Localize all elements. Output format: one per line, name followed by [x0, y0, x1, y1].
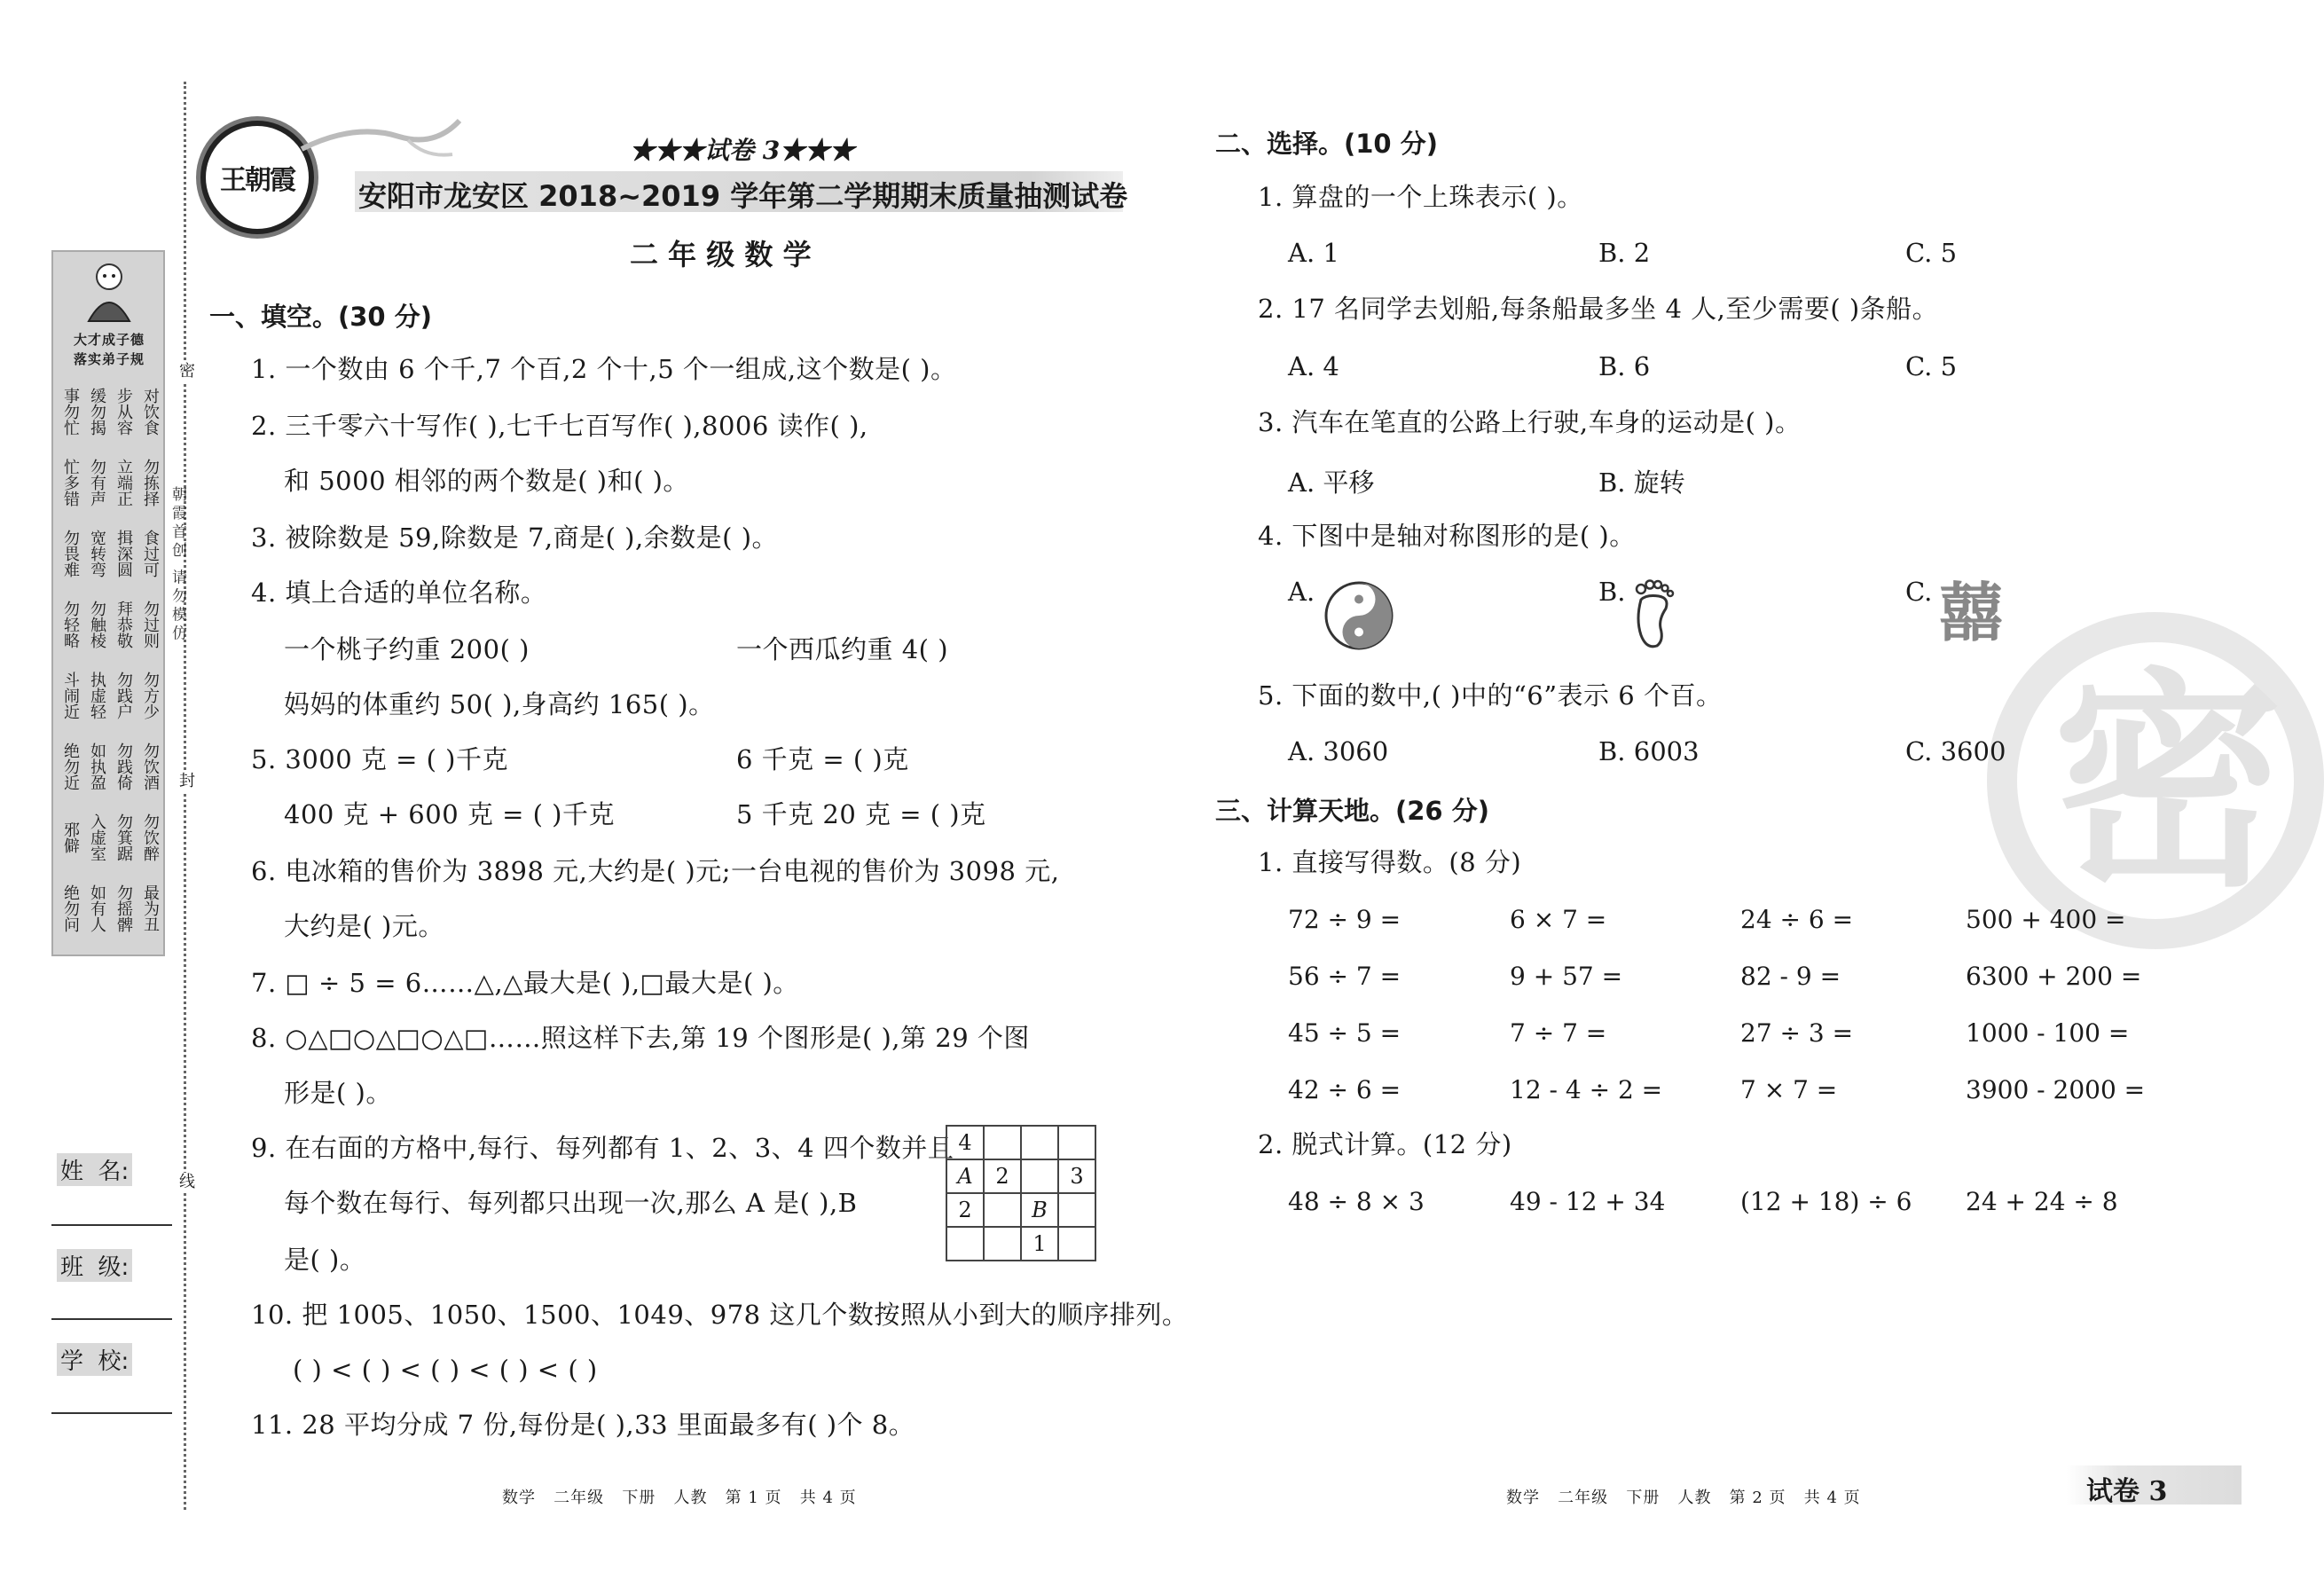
motto-column: 勿触棱 — [88, 601, 106, 648]
subject-title: 二 年 级 数 学 — [630, 238, 812, 271]
student-info-fields — [51, 1153, 176, 1419]
motto-column: 拜恭敬 — [114, 601, 133, 648]
part2-q3-option-a: A. 平移 — [1288, 467, 1375, 498]
grid-cell: 1 — [1021, 1227, 1058, 1261]
grid-cell — [984, 1227, 1021, 1261]
motto-column: 如执盈 — [88, 742, 106, 790]
motto-column: 食过可 — [141, 530, 160, 577]
yin-yang-icon — [1323, 580, 1394, 651]
grid-cell — [1021, 1126, 1058, 1159]
binding-dotted-line — [184, 82, 186, 1510]
part1-q9-line2: 每个数在每行、每列都只出现一次,那么 A 是( ),B — [284, 1188, 858, 1218]
motto-column: 邪僻 — [61, 821, 80, 853]
motto-group — [59, 591, 161, 658]
vertical-note: 朝霞首创 请勿模仿 — [169, 486, 186, 644]
motto-column: 勿箕踞 — [114, 813, 133, 861]
motto-group — [59, 804, 161, 871]
grid-cell — [984, 1126, 1021, 1159]
part2-q2-option-c: C. 5 — [1905, 351, 1958, 381]
part1-q5-a: 5. 3000 克 = ( )千克 — [251, 744, 508, 774]
calc-r3-c2: 7 ÷ 7 = — [1510, 1018, 1607, 1048]
calc-r2-c3: 82 - 9 = — [1740, 962, 1841, 991]
grid-cell: 3 — [1058, 1159, 1095, 1193]
calc-r4-c1: 42 ÷ 6 = — [1288, 1075, 1401, 1104]
motto-column: 揖深圆 — [114, 530, 133, 577]
part1-q4: 4. 填上合适的单位名称。 — [251, 577, 547, 608]
calc-r3-c3: 27 ÷ 3 = — [1740, 1018, 1854, 1048]
calc-r1-c2: 6 × 7 = — [1510, 905, 1607, 934]
grid-cell — [1058, 1227, 1095, 1261]
part2-q5-option-b: B. 6003 — [1598, 736, 1700, 766]
ribbon-decoration — [302, 114, 461, 167]
part1-q3: 3. 被除数是 59,除数是 7,商是( ),余数是( )。 — [251, 522, 779, 553]
part2-q3: 3. 汽车在笔直的公路上行驶,车身的运动是( )。 — [1258, 407, 1802, 437]
exam-title: 安阳市龙安区 2018~2019 学年第二学期期末质量抽测试卷 — [358, 179, 1128, 213]
grid-cell — [1058, 1126, 1095, 1159]
part1-q11: 11. 28 平均分成 7 份,每份是( ),33 里面最多有( )个 8。 — [251, 1410, 915, 1440]
calc-r2-c4: 6300 + 200 = — [1966, 962, 2142, 991]
part1-title: 一、填空。(30 分) — [209, 302, 432, 332]
footer-tab-label: 试卷 3 — [2086, 1476, 2168, 1507]
paper-badge: ★★★试卷 3★★★ — [630, 136, 855, 165]
motto-column: 勿践户 — [114, 672, 133, 719]
calc-r2-c1: 56 ÷ 7 = — [1288, 962, 1401, 991]
grid-cell: A — [946, 1159, 984, 1193]
step-calc-3: (12 + 18) ÷ 6 — [1740, 1187, 1912, 1216]
calc-r1-c4: 500 + 400 = — [1966, 905, 2126, 934]
footprint-icon — [1629, 577, 1678, 651]
part3-sub2: 2. 脱式计算。(12 分) — [1258, 1129, 1512, 1159]
calc-r3-c1: 45 ÷ 5 = — [1288, 1018, 1401, 1048]
grid-cell — [1021, 1159, 1058, 1193]
part1-q6-line1: 6. 电冰箱的售价为 3898 元,大约是( )元;一台电视的售价为 3098 元, — [251, 856, 1060, 886]
motto-column: 勿方少 — [141, 672, 160, 719]
motto-column: 事勿忙 — [61, 388, 80, 436]
seal-mark-3: 线 — [174, 1173, 197, 1192]
part1-q8-line2: 形是( )。 — [284, 1078, 392, 1108]
motto-column: 绝勿问 — [61, 884, 80, 932]
name-field-line[interactable] — [51, 1224, 172, 1226]
motto-column: 勿过则 — [141, 601, 160, 648]
class-field-label: 班 级: — [57, 1249, 132, 1282]
part1-q7: 7. □ ÷ 5 = 6……△,△最大是( ),□最大是( )。 — [251, 968, 799, 998]
part1-q9-line3: 是( )。 — [284, 1245, 366, 1275]
part2-q4-option-a: A. — [1288, 577, 1315, 607]
calc-r4-c2: 12 - 4 ÷ 2 = — [1510, 1075, 1663, 1104]
seal-mark-2: 封 — [174, 772, 197, 791]
part2-q1-option-c: C. 5 — [1905, 238, 1958, 268]
part2-title: 二、选择。(10 分) — [1215, 129, 1438, 159]
motto-column: 勿饮醉 — [141, 813, 160, 861]
class-field-line[interactable] — [51, 1318, 172, 1320]
part2-q4-option-c: C. — [1905, 577, 1933, 607]
step-calc-1: 48 ÷ 8 × 3 — [1288, 1187, 1425, 1216]
part3-title: 三、计算天地。(26 分) — [1215, 796, 1489, 826]
latin-square-grid — [946, 1125, 1096, 1261]
motto-group — [59, 449, 161, 516]
part2-q2-option-a: A. 4 — [1288, 351, 1339, 381]
motto-top-1: 大才成子德 — [73, 332, 145, 348]
motto-group — [59, 733, 161, 800]
motto-column: 步从容 — [114, 388, 133, 436]
grid-cell — [1058, 1193, 1095, 1227]
seal-mark-1: 密 — [174, 362, 197, 381]
motto-column: 勿有声 — [88, 459, 106, 507]
publisher-logo — [200, 121, 314, 234]
part1-q5-c: 400 克 + 600 克 = ( )千克 — [284, 799, 615, 829]
part2-q2-option-b: B. 6 — [1598, 351, 1651, 381]
step-calc-4: 24 + 24 ÷ 8 — [1966, 1187, 2118, 1216]
seal-watermark — [1987, 612, 2324, 949]
school-field-line[interactable] — [51, 1412, 172, 1414]
motto-column: 勿践倚 — [114, 742, 133, 790]
motto-column: 缓勿揭 — [88, 388, 106, 436]
part1-q6-line2: 大约是( )元。 — [284, 911, 444, 941]
motto-column: 对饮食 — [141, 388, 160, 436]
motto-grid — [59, 378, 161, 946]
motto-column: 忙多错 — [61, 459, 80, 507]
motto-avatar — [80, 259, 138, 325]
part1-q10-line2: ( ) < ( ) < ( ) < ( ) < ( ) — [293, 1355, 598, 1385]
footer-left: 数学 二年级 下册 人教 第 1 页 共 4 页 — [502, 1489, 857, 1507]
part1-q5-d: 5 千克 20 克 = ( )克 — [736, 799, 986, 829]
part1-q2-line2: 和 5000 相邻的两个数是( )和( )。 — [284, 466, 689, 496]
part2-q5: 5. 下面的数中,( )中的“6”表示 6 个百。 — [1258, 680, 1723, 711]
name-field-label: 姓 名: — [57, 1153, 132, 1186]
part2-q5-option-a: A. 3060 — [1288, 736, 1389, 766]
part2-q1-option-b: B. 2 — [1598, 238, 1651, 268]
grid-cell: B — [1021, 1193, 1058, 1227]
calc-r1-c1: 72 ÷ 9 = — [1288, 905, 1401, 934]
motto-column: 如有人 — [88, 884, 106, 932]
calc-r2-c2: 9 + 57 = — [1510, 962, 1623, 991]
step-calc-2: 49 - 12 + 34 — [1510, 1187, 1666, 1216]
motto-column: 宽转弯 — [88, 530, 106, 577]
double-happiness-glyph: 囍 — [1939, 576, 2004, 650]
motto-column: 斗闹近 — [61, 672, 80, 719]
seal-watermark-glyph: 密 — [2053, 650, 2283, 918]
calc-r4-c4: 3900 - 2000 = — [1966, 1075, 2146, 1104]
motto-column: 勿摇髀 — [114, 884, 133, 932]
grid-cell: 2 — [984, 1159, 1021, 1193]
motto-group — [59, 662, 161, 729]
part1-q10-line1: 10. 把 1005、1050、1500、1049、978 这几个数按照从小到大的顺序排列。 — [251, 1300, 1189, 1330]
part2-q3-option-b: B. 旋转 — [1598, 467, 1685, 498]
motto-panel — [51, 250, 165, 956]
motto-group — [59, 520, 161, 587]
part3-sub1: 1. 直接写得数。(8 分) — [1258, 847, 1522, 877]
motto-column: 勿畏难 — [61, 530, 80, 577]
grid-cell: 2 — [946, 1193, 984, 1227]
part2-q4: 4. 下图中是轴对称图形的是( )。 — [1258, 521, 1636, 551]
grid-cell — [946, 1227, 984, 1261]
part2-q1-option-a: A. 1 — [1288, 238, 1339, 268]
motto-column: 立端正 — [114, 459, 133, 507]
motto-column: 最为丑 — [141, 884, 160, 932]
motto-group — [59, 378, 161, 445]
part2-q2: 2. 17 名同学去划船,每条船最多坐 4 人,至少需要( )条船。 — [1258, 294, 1939, 324]
part1-q2-line1: 2. 三千零六十写作( ),七千七百写作( ),8006 读作( ), — [251, 411, 868, 441]
motto-column: 绝勿近 — [61, 742, 80, 790]
motto-group — [59, 875, 161, 942]
part1-q5-b: 6 千克 = ( )克 — [736, 744, 909, 774]
grid-cell — [984, 1193, 1021, 1227]
part2-q1: 1. 算盘的一个上珠表示( )。 — [1258, 182, 1583, 212]
calc-r3-c4: 1000 - 100 = — [1966, 1018, 2130, 1048]
publisher-logo-text: 王朝霞 — [220, 165, 294, 196]
part1-q8-line1: 8. ○△□○△□○△□……照这样下去,第 19 个图形是( ),第 29 个图 — [251, 1023, 1030, 1053]
motto-column: 执虚轻 — [88, 672, 106, 719]
school-field-label: 学 校: — [57, 1343, 132, 1376]
motto-column: 入虚室 — [88, 813, 106, 861]
part1-q4-peach: 一个桃子约重 200( ) — [284, 634, 530, 664]
part1-q9-line1: 9. 在右面的方格中,每行、每列都有 1、2、3、4 四个数并且 — [251, 1133, 954, 1163]
part2-q4-option-b: B. — [1598, 577, 1626, 607]
part2-q5-option-c: C. 3600 — [1905, 736, 2006, 766]
calc-r4-c3: 7 × 7 = — [1740, 1075, 1838, 1104]
part1-q1: 1. 一个数由 6 个千,7 个百,2 个十,5 个一组成,这个数是( )。 — [251, 354, 957, 384]
motto-column: 勿拣择 — [141, 459, 160, 507]
motto-column: 勿轻略 — [61, 601, 80, 648]
part1-q4-watermelon: 一个西瓜约重 4( ) — [736, 634, 949, 664]
grid-cell: 4 — [946, 1126, 984, 1159]
footer-right: 数学 二年级 下册 人教 第 2 页 共 4 页 — [1506, 1489, 1861, 1507]
motto-top-2: 落实弟子规 — [73, 351, 145, 367]
part1-q4-mother: 妈妈的体重约 50( ),身高约 165( )。 — [284, 689, 715, 719]
calc-r1-c3: 24 ÷ 6 = — [1740, 905, 1854, 934]
motto-column: 勿饮酒 — [141, 742, 160, 790]
